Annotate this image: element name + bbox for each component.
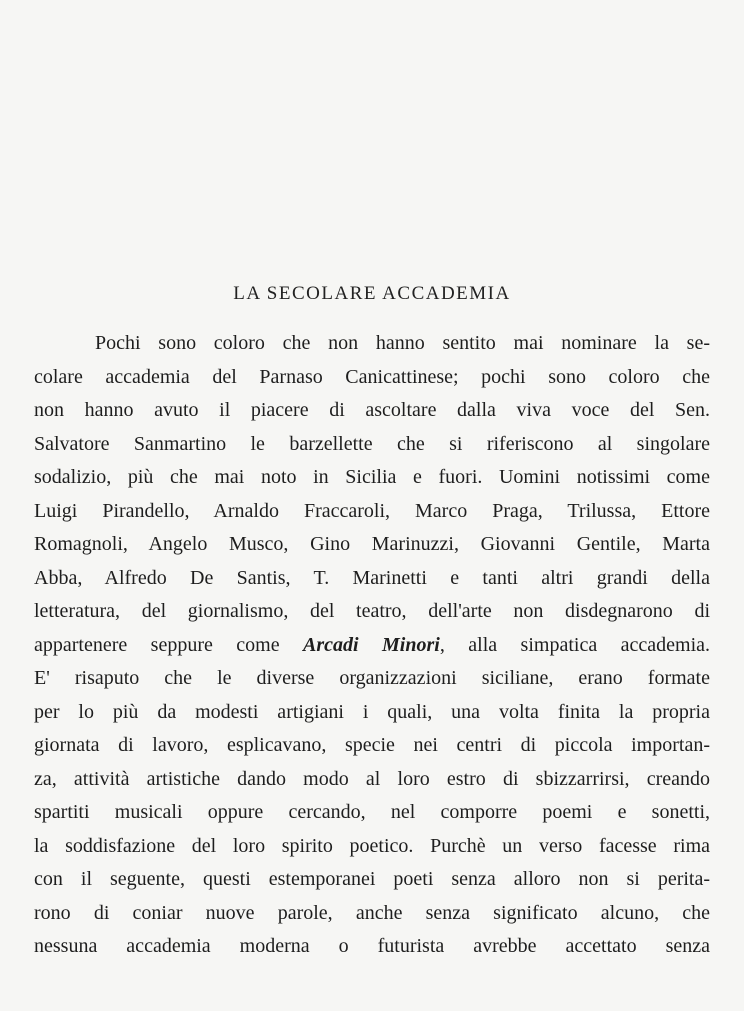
text-line: Salvatore Sanmartino le barzellette che si riferiscono al singolare (34, 432, 710, 455)
text-line: colare accademia del Parnaso Canicattinese; pochi sono coloro che (34, 365, 710, 388)
text-line: nessuna accademia moderna o futurista avrebbe accettato senza (34, 935, 710, 957)
text-line: letteratura, del giornalismo, del teatro, dell'arte non disdegnarono di (34, 600, 710, 622)
text-line: Romagnoli, Angelo Musco, Gino Marinuzzi, Giovanni Gentile, Marta (34, 533, 710, 555)
text-line: E' risaputo che le diverse organizzazioni siciliane, erano formate (34, 667, 710, 689)
text-line: Luigi Pirandello, Arnaldo Fraccaroli, Marco Praga, Trilussa, Ettore (34, 499, 710, 522)
text-segment: appartenere seppure come (34, 633, 304, 656)
text-line: la soddisfazione del loro spirito poetico. Purchè un verso facesse rima (34, 834, 710, 857)
text-line: rono di coniar nuove parole, anche senza significato alcuno, che (34, 901, 710, 924)
text-line: giornata di lavoro, esplicavano, specie nei centri di piccola importan- (34, 734, 710, 756)
text-line: sodalizio, più che mai noto in Sicilia e fuori. Uomini notissimi come (34, 466, 710, 488)
text-segment: , alla simpatica accademia. (439, 633, 710, 656)
text-line: non hanno avuto il piacere di ascoltare dalla viva voce del Sen. (34, 399, 710, 421)
text-line: Abba, Alfredo De Santis, T. Marinetti e tanti altri grandi della (34, 566, 710, 589)
text-line: per lo più da modesti artigiani i quali, una volta finita la propria (34, 700, 710, 723)
text-line: Pochi sono coloro che non hanno sentito mai nominare la se- (95, 332, 710, 354)
text-line: spartiti musicali oppure cercando, nel comporre poemi e sonetti, (34, 801, 710, 823)
body-paragraph (34, 327, 710, 964)
text-line: con il seguente, questi estemporanei poeti senza alloro non si perita- (34, 868, 710, 890)
chapter-title: LA SECOLARE ACCADEMIA (233, 283, 511, 304)
text-line: za, attività artistiche dando modo al loro estro di sbizzarrirsi, creando (34, 767, 710, 790)
emphasized-term: Arcadi Minori (303, 633, 440, 656)
text-line-with-emphasis (34, 629, 710, 663)
